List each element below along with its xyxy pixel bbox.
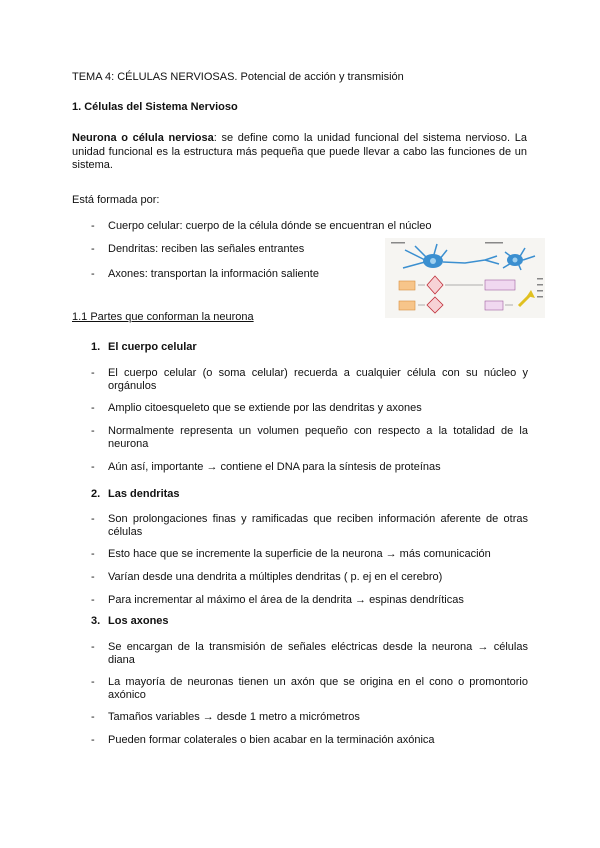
bullet-dash: - bbox=[91, 243, 95, 255]
definition-term: Neurona o célula nerviosa bbox=[72, 132, 214, 144]
section-heading-1: 1. Células del Sistema Nervioso bbox=[72, 101, 238, 113]
part-number: 3. bbox=[91, 615, 101, 627]
bullet-dash: - bbox=[91, 513, 95, 525]
bullet-dendrites: Dendritas: reciben las señales entrantes bbox=[108, 243, 305, 255]
cell-body-item-1: El cuerpo celular (o soma celular) recuerda a cualquier célula con su núcleo y orgánulos bbox=[108, 367, 528, 392]
dendrites-item-1: Son prolongaciones finas y ramificadas que reciben información aferente de otras células bbox=[108, 513, 528, 538]
neuron-diagram-illustration bbox=[385, 238, 545, 318]
cell-body-item-4: Aún así, importante → contiene el DNA para la síntesis de proteínas bbox=[108, 461, 441, 473]
bullet-dash: - bbox=[91, 594, 95, 606]
axons-item-1: Se encargan de la transmisión de señales eléctricas desde la neurona → células diana bbox=[108, 641, 528, 666]
formed-by-text: Está formada por: bbox=[72, 194, 160, 206]
bullet-dash: - bbox=[91, 571, 95, 583]
definition-text: : se define como la unidad funcional del sistema nervioso. La unidad funcional es la estructura más pequeña que puede llevar a cabo las funciones de un sistema. bbox=[72, 132, 528, 171]
part-heading-dendrites: Las dendritas bbox=[108, 488, 180, 500]
document-title: TEMA 4: CÉLULAS NERVIOSAS. Potencial de acción y transmisión bbox=[72, 71, 404, 83]
subsection-heading: 1.1 Partes que conforman la neurona bbox=[72, 311, 254, 323]
dendrites-item-2: Esto hace que se incremente la superficie de la neurona → más comunicación bbox=[108, 548, 491, 560]
bullet-axons: Axones: transportan la información saliente bbox=[108, 268, 319, 280]
bullet-cell-body: Cuerpo celular: cuerpo de la célula dónde se encuentran el núcleo bbox=[108, 220, 432, 232]
bullet-dash: - bbox=[91, 711, 95, 723]
bullet-dash: - bbox=[91, 548, 95, 560]
cell-body-item-3: Normalmente representa un volumen pequeño con respecto a la totalidad de la neurona bbox=[108, 425, 528, 450]
axons-item-4: Pueden formar colaterales o bien acabar en la terminación axónica bbox=[108, 734, 435, 746]
bullet-dash: - bbox=[91, 367, 95, 379]
axons-item-2: La mayoría de neuronas tienen un axón que se origina en el cono o promontorio axónico bbox=[108, 676, 528, 701]
bullet-dash: - bbox=[91, 402, 95, 414]
bullet-dash: - bbox=[91, 676, 95, 688]
bullet-dash: - bbox=[91, 425, 95, 437]
part-heading-axons: Los axones bbox=[108, 615, 169, 627]
part-heading-cell-body: El cuerpo celular bbox=[108, 341, 197, 353]
bullet-dash: - bbox=[91, 220, 95, 232]
axons-item-3: Tamaños variables → desde 1 metro a micrómetros bbox=[108, 711, 360, 723]
bullet-dash: - bbox=[91, 461, 95, 473]
cell-body-item-2: Amplio citoesqueleto que se extiende por las dendritas y axones bbox=[108, 402, 422, 414]
part-number: 2. bbox=[91, 488, 101, 500]
bullet-dash: - bbox=[91, 268, 95, 280]
bullet-dash: - bbox=[91, 734, 95, 746]
dendrites-item-4: Para incrementar al máximo el área de la dendrita → espinas dendríticas bbox=[108, 594, 464, 606]
part-number: 1. bbox=[91, 341, 101, 353]
bullet-dash: - bbox=[91, 641, 95, 653]
definition-paragraph bbox=[72, 132, 527, 173]
neuron-diagram-figure bbox=[385, 238, 545, 318]
dendrites-item-3: Varían desde una dendrita a múltiples dendritas ( p. ej en el cerebro) bbox=[108, 571, 443, 583]
